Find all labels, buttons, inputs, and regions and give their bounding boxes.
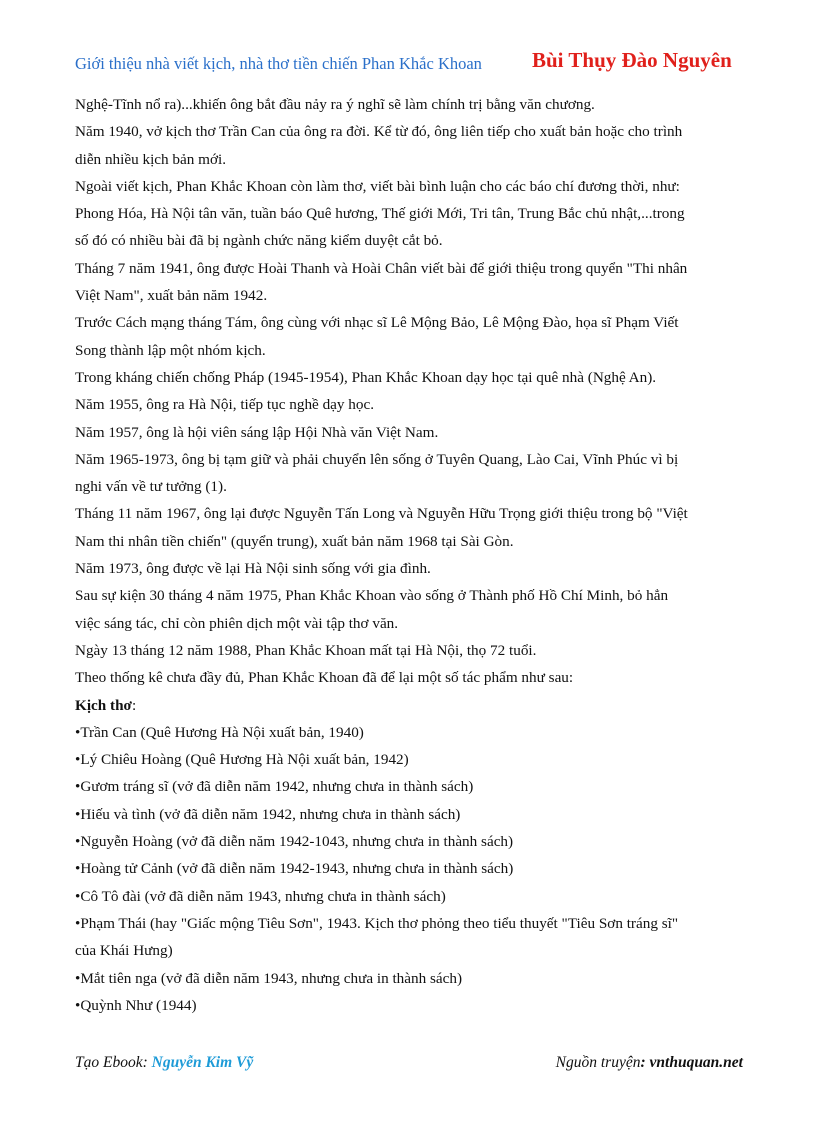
body-line: Song thành lập một nhóm kịch. xyxy=(75,341,266,359)
footer-source-credit xyxy=(556,1054,743,1072)
body-line: Năm 1955, ông ra Hà Nội, tiếp tục nghề dạy học. xyxy=(75,396,375,414)
list-item: •Phạm Thái (hay "Giấc mộng Tiêu Sơn", 1943. Kịch thơ phỏng theo tiểu thuyết "Tiêu Sơn tráng sĩ" xyxy=(75,914,679,932)
list-item: •Cô Tô đài (vở đã diễn năm 1943, nhưng chưa in thành sách) xyxy=(75,887,446,905)
footer-source-label: Nguồn truyện xyxy=(555,1054,641,1071)
list-item: •Gươm tráng sĩ (vở đã diễn năm 1942, nhưng chưa in thành sách) xyxy=(75,778,474,796)
section-heading: Kịch thơ xyxy=(75,696,132,714)
list-item: •Trần Can (Quê Hương Hà Nội xuất bản, 1940) xyxy=(75,723,364,741)
body-line: việc sáng tác, chỉ còn phiên dịch một vài tập thơ văn. xyxy=(75,614,399,632)
body-line: Theo thống kê chưa đầy đủ, Phan Khắc Khoan đã để lại một số tác phẩm như sau: xyxy=(75,669,574,687)
body-line: Tháng 7 năm 1941, ông được Hoài Thanh và Hoài Chân viết bài để giới thiệu trong quyển "Thi nhân xyxy=(75,259,688,277)
body-line: diễn nhiều kịch bản mới. xyxy=(75,150,227,168)
body-line: Năm 1973, ông được về lại Hà Nội sinh sống với gia đình. xyxy=(75,560,431,578)
body-line: nghi vấn về tư tưởng (1). xyxy=(75,478,227,496)
list-item: •Mắt tiên nga (vở đã diễn năm 1943, nhưng chưa in thành sách) xyxy=(75,969,463,987)
list-item: •Hoàng tử Cảnh (vở đã diễn năm 1942-1943, nhưng chưa in thành sách) xyxy=(75,860,514,878)
body-line: Năm 1957, ông là hội viên sáng lập Hội Nhà văn Việt Nam. xyxy=(75,423,439,441)
page-header xyxy=(75,48,745,78)
body-line: Nam thi nhân tiền chiến" (quyển trung), xuất bản năm 1968 tại Sài Gòn. xyxy=(75,532,514,550)
section-heading-line xyxy=(75,692,755,719)
footer-source-name: vnthuquan.net xyxy=(649,1054,743,1071)
body-line: Sau sự kiện 30 tháng 4 năm 1975, Phan Khắc Khoan vào sống ở Thành phố Hồ Chí Minh, bỏ hẳn xyxy=(75,587,669,605)
body-line: Năm 1965-1973, ông bị tạm giữ và phải chuyển lên sống ở Tuyên Quang, Lào Cai, Vĩnh Phúc vì bị xyxy=(75,450,679,468)
header-title: Giới thiệu nhà viết kịch, nhà thơ tiền chiến Phan Khắc Khoan xyxy=(75,54,482,73)
footer-ebook-label: Tạo Ebook xyxy=(75,1054,143,1071)
body-line: Nghệ-Tĩnh nổ ra)...khiến ông bắt đầu nảy ra ý nghĩ sẽ làm chính trị bằng văn chương. xyxy=(75,96,595,113)
footer-ebook-sep: : xyxy=(142,1054,152,1071)
footer-ebook-credit xyxy=(75,1054,253,1072)
body-line: Trước Cách mạng tháng Tám, ông cùng với nhạc sĩ Lê Mộng Bảo, Lê Mộng Đào, họa sĩ Phạm Viết xyxy=(75,314,679,332)
list-item: •Quỳnh Như (1944) xyxy=(75,996,197,1014)
body-line: Ngoài viết kịch, Phan Khắc Khoan còn làm thơ, viết bài bình luận cho các báo chí đương thời, như: xyxy=(75,177,680,195)
list-item: của Khái Hưng) xyxy=(75,942,173,960)
document-body xyxy=(75,91,755,1019)
body-line: Tháng 11 năm 1967, ông lại được Nguyễn Tấn Long và Nguyễn Hữu Trọng giới thiệu trong bộ "Việt xyxy=(75,505,688,523)
list-item: •Lý Chiêu Hoàng (Quê Hương Hà Nội xuất bản, 1942) xyxy=(75,751,409,769)
body-line: Ngày 13 tháng 12 năm 1988, Phan Khắc Khoan mất tại Hà Nội, thọ 72 tuổi. xyxy=(75,641,537,659)
footer-ebook-name: Nguyễn Kim Vỹ xyxy=(151,1054,254,1071)
section-heading-colon: : xyxy=(131,696,137,714)
body-line: số đó có nhiều bài đã bị ngành chức năng kiểm duyệt cắt bỏ. xyxy=(75,232,443,250)
page-footer xyxy=(75,1054,743,1076)
body-line: Phong Hóa, Hà Nội tân văn, tuần báo Quê hương, Thế giới Mới, Tri tân, Trung Bắc chủ nhật,...trong xyxy=(75,205,685,223)
list-item: •Nguyễn Hoàng (vở đã diễn năm 1942-1043, nhưng chưa in thành sách) xyxy=(75,833,514,851)
body-line: Năm 1940, vở kịch thơ Trần Can của ông ra đời. Kể từ đó, ông liên tiếp cho xuất bản hoặc cho trình xyxy=(75,123,683,141)
footer-source-sep: : xyxy=(640,1054,650,1071)
list-item: •Hiếu và tình (vở đã diễn năm 1942, nhưng chưa in thành sách) xyxy=(75,805,461,823)
header-author: Bùi Thụy Đào Nguyên xyxy=(532,48,732,72)
body-line: Trong kháng chiến chống Pháp (1945-1954), Phan Khắc Khoan dạy học tại quê nhà (Nghệ An). xyxy=(75,368,657,386)
body-line: Việt Nam", xuất bản năm 1942. xyxy=(75,287,268,305)
